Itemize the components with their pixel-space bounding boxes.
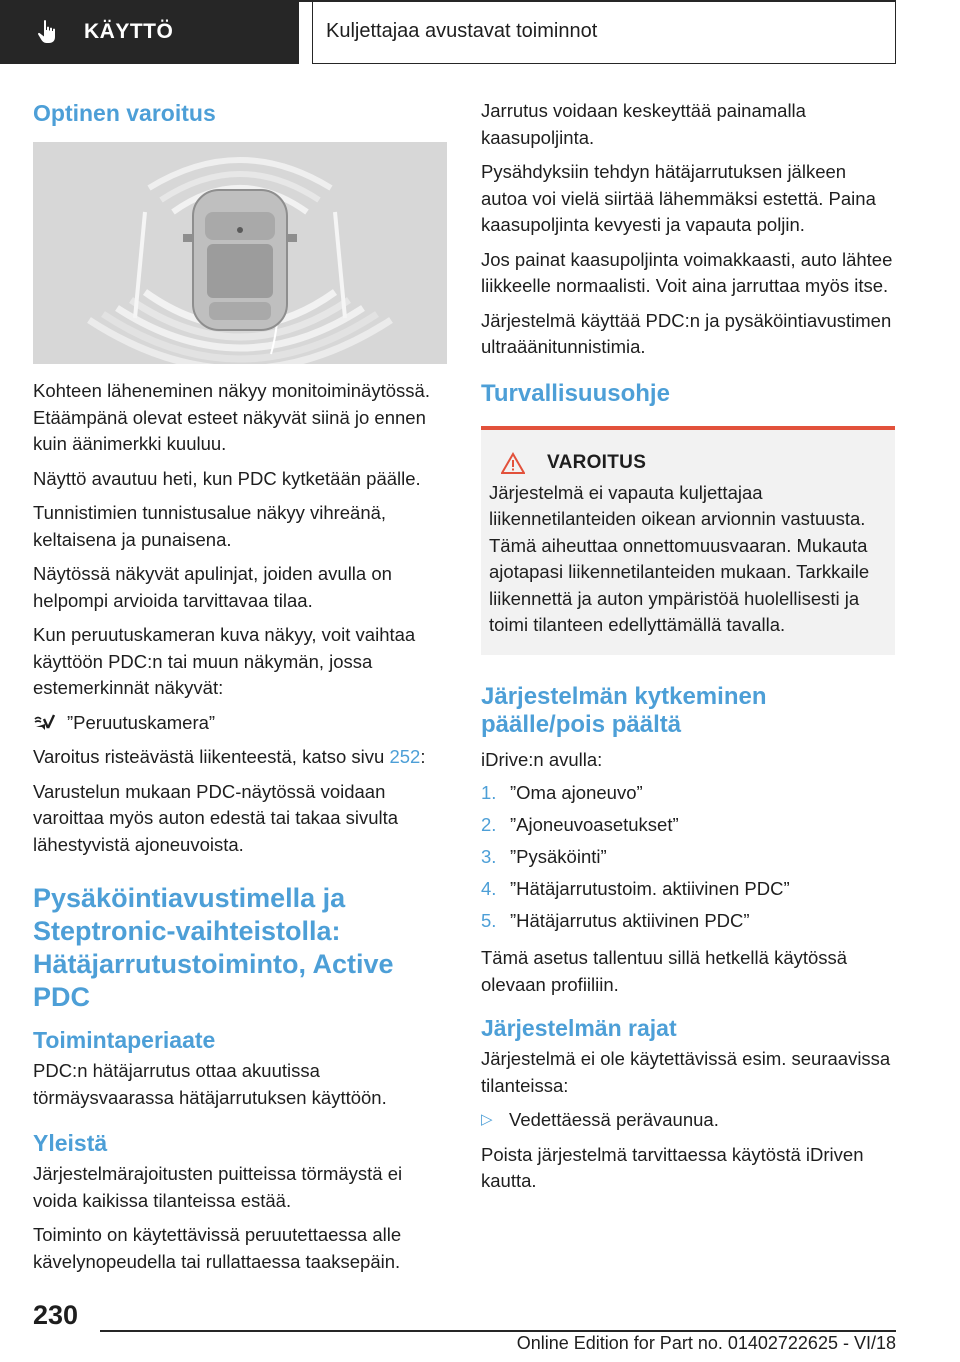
heading-kytkeminen: Järjestelmän kytkeminen päälle/pois päältä (481, 682, 767, 738)
paragraph-cross-traffic (33, 744, 447, 771)
step-text: ”Hätäjarrutus aktiivinen PDC” (510, 910, 750, 931)
list-item (481, 777, 895, 809)
paragraph: Poista järjestelmä tarvittaessa käytöstä iDriven kautta. (481, 1143, 864, 1191)
footer-rule (100, 1330, 896, 1332)
page-number: 230 (33, 1300, 79, 1330)
rear-camera-item (33, 710, 447, 737)
heading-optinen-varoitus: Optinen varoitus (33, 100, 216, 126)
paragraph: Näyttö avautuu heti, kun PDC kytketään päälle. (33, 467, 421, 489)
step-number: 1. (481, 782, 497, 803)
list-item (481, 873, 895, 905)
heading-turvallisuusohje: Turvallisuusohje (481, 379, 670, 407)
warning-triangle-icon (501, 452, 525, 474)
section-title: KÄYTTÖ (84, 20, 174, 43)
step-text: ”Oma ajoneuvo” (510, 782, 643, 803)
pdc-illustration (33, 142, 447, 364)
bullet-triangle-icon: ▷ (481, 1111, 493, 1128)
step-number: 3. (481, 846, 497, 867)
edition-text: Online Edition for Part no. 01402722625 - VI/18 (516, 1333, 896, 1353)
step-text: ”Hätäjarrutustoim. aktiivinen PDC” (510, 878, 790, 899)
paragraph: Jarrutus voidaan keskeyttää painamalla kaasupoljinta. (481, 100, 806, 148)
paragraph: Järjestelmä käyttää PDC:n ja pysäköintiavustimen ultraäänitunnistimia. (481, 309, 892, 357)
warning-title: VAROITUS (547, 451, 647, 473)
paragraph: Tunnistimien tunnistusalue näkyy vihreänä, keltaisena ja punaisena. (33, 502, 387, 550)
heading-rajat: Järjestelmän rajat (481, 1015, 677, 1041)
left-column (33, 98, 447, 1283)
rear-camera-label: ”Peruutuskamera” (67, 711, 216, 733)
hand-pointer-icon (36, 19, 60, 45)
step-text: ”Ajoneuvoasetukset” (510, 814, 679, 835)
step-number: 4. (481, 878, 497, 899)
steps-list (481, 777, 895, 937)
paragraph: Pysähdyksiin tehdyn hätäjarrutuksen jälkeen autoa voi vielä siirtää lähemmäksi estettä. Paina kaasupoljinta kevyesti ja vapauta poljin. (481, 161, 876, 235)
step-text: ”Pysäköinti” (510, 846, 607, 867)
list-item (481, 905, 895, 937)
page-link-252[interactable]: 252 (389, 746, 421, 767)
paragraph: Järjestelmä ei ole käytettävissä esim. seuraavissa tilanteissa: (481, 1048, 891, 1096)
paragraph: Näytössä näkyvät apulinjat, joiden avulla on helpompi arvioida tarvittavaa tilaa. (33, 563, 392, 611)
paragraph: Kohteen läheneminen näkyy monitoiminäytössä. Etäämpänä olevat esteet näkyvät siinä jo ennen kuin äänimerkki kuuluu. (33, 380, 430, 454)
chapter-title: Kuljettajaa avustavat toiminnot (312, 0, 896, 64)
paragraph: PDC:n hätäjarrutus ottaa akuutissa törmäysvaarassa hätäjarrutuksen käyttöön. (33, 1060, 387, 1108)
paragraph: iDrive:n avulla: (481, 748, 603, 770)
heading-toimintaperiaate: Toimintaperiaate (33, 1027, 216, 1053)
warning-box (481, 426, 895, 655)
heading-emergency-braking: Pysäköintiavustimella ja Steptronic-vaihteistolla: Hätäjarrutustoiminto, Active PDC (33, 883, 394, 1012)
paragraph: Järjestelmärajoitusten puitteissa törmäystä ei voida kaikissa tilanteissa estää. (33, 1163, 403, 1211)
bullet-item (481, 1107, 895, 1134)
step-number: 5. (481, 910, 497, 931)
paragraph: Varustelun mukaan PDC-näytössä voidaan varoittaa myös auton edestä tai takaa sivulta lähestyvistä ajoneuvoista. (33, 780, 399, 855)
step-number: 2. (481, 814, 497, 835)
warning-header (489, 452, 885, 474)
heading-yleista: Yleistä (33, 1130, 108, 1156)
paragraph: Toiminto on käytettävissä peruutettaessa alle kävelynopeudella tai rullattaessa taaksepäin. (33, 1224, 402, 1272)
cross-traffic-text: Varoitus risteävästä liikenteestä, katso sivu (33, 746, 390, 767)
list-item (481, 809, 895, 841)
paragraph: Tämä asetus tallentuu sillä hetkellä käytössä olevaan profiiliin. (481, 947, 848, 995)
parking-sensor-icon (33, 713, 57, 733)
paragraph: Kun peruutuskameran kuva näkyy, voit vaihtaa käyttöön PDC:n tai muun näkymän, jossa estemerkinnät näkyvät: (33, 624, 416, 698)
section-tab (0, 0, 299, 64)
colon: : (420, 746, 426, 767)
right-column (481, 98, 895, 1203)
warning-text: Järjestelmä ei vapauta kuljettajaa liikennetilanteiden oikean arvionnin vastuusta. Tämä aiheuttaa onnettomuusvaaran. Mukauta ajotapasi liikennetilanteiden mukaan. Tarkkaile liikennettä ja auton ympäristöä huolellisesti ja toimi tilanteen edellyttämällä tavalla. (489, 481, 870, 635)
list-item (481, 841, 895, 873)
bullet-text: Vedettäessä perävaunua. (509, 1109, 719, 1130)
paragraph: Jos painat kaasupoljinta voimakkaasti, auto lähtee liikkeelle normaalisti. Voit aina jarruttaa myös itse. (481, 248, 893, 296)
pdc-car-diagram (33, 142, 447, 364)
